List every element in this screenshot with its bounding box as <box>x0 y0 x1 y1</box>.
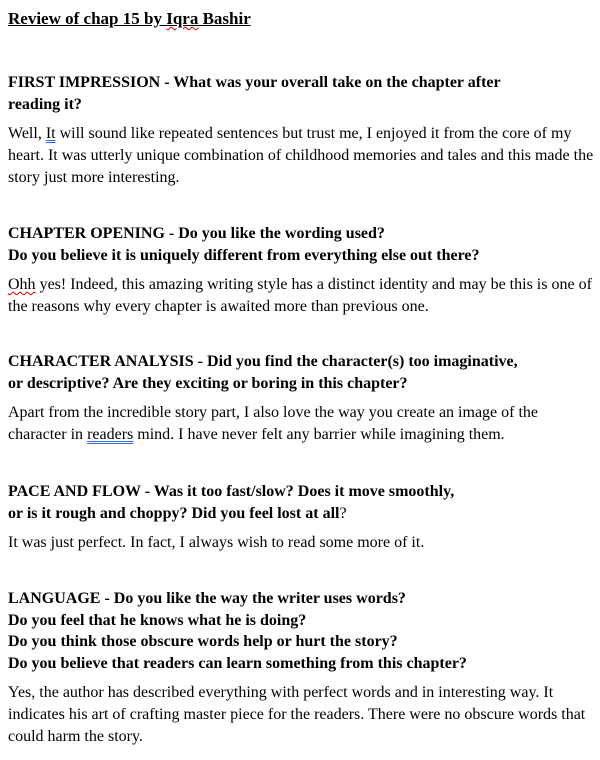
question-line: Do you think those obscure words help or hurt the story? <box>8 633 398 650</box>
question-line: Do you feel that he knows what he is doing? <box>8 611 307 629</box>
answer-rest: mind. I have never felt any barrier while imagining them. <box>133 426 505 443</box>
question-language <box>8 588 596 674</box>
question-end-mark: ? <box>339 504 347 522</box>
answer-chapter-opening <box>8 274 596 318</box>
answer-first-impression <box>8 123 596 189</box>
section-first-impression <box>8 72 596 189</box>
question-line: FIRST IMPRESSION - What was your overall take on the chapter after <box>8 74 501 91</box>
question-line: or descriptive? Are they exciting or boring in this chapter? <box>8 374 408 392</box>
answer-pace-and-flow: It was just perfect. In fact, I always wish to read some more of it. <box>8 534 425 551</box>
answer-rest: yes! Indeed, this amazing writing style has a distinct identity and may be this is one of the reasons why every chapter is awaited more than previous one. <box>8 276 592 315</box>
answer-prefix: Well, <box>8 125 46 142</box>
title-author-first: Iqra <box>166 9 199 28</box>
answer-flagged-word: Ohh <box>8 276 36 293</box>
question-line: PACE AND FLOW - Was it too fast/slow? Does it move smoothly, <box>8 483 455 500</box>
section-character-analysis <box>8 351 596 446</box>
question-character-analysis <box>8 351 596 394</box>
question-line: CHAPTER OPENING - Do you like the wording used? <box>8 225 385 242</box>
question-pace-and-flow <box>8 481 596 524</box>
question-line: LANGUAGE - Do you like the way the writer uses words? <box>8 590 406 607</box>
answer-language: Yes, the author has described everything with perfect words and in interesting way. It indicates his art of crafting master piece for the readers. There were no obscure words that could harm the story. <box>8 684 586 745</box>
question-line: Do you believe it is uniquely different from everything else out there? <box>8 246 480 264</box>
title-prefix: Review of chap 15 by <box>8 9 167 28</box>
question-line: CHARACTER ANALYSIS - Did you find the character(s) too imaginative, <box>8 353 518 370</box>
answer-character-analysis <box>8 402 596 446</box>
section-language <box>8 588 596 748</box>
answer-rest: will sound like repeated sentences but trust me, I enjoyed it from the core of my heart. It was utterly unique combination of childhood memories and tales and this made the story just more interesting. <box>8 125 594 186</box>
section-chapter-opening <box>8 223 596 318</box>
answer-prefix: Apart from the incredible story part, I also love the way you create an image of the character in <box>8 404 539 443</box>
answer-flagged-word: It <box>45 125 56 142</box>
question-line: Do you believe that readers can learn something from this chapter? <box>8 654 467 672</box>
document-title <box>8 8 592 30</box>
question-line: or is it rough and choppy? Did you feel lost at all <box>8 504 340 522</box>
section-pace-and-flow <box>8 481 596 554</box>
title-author-last: Bashir <box>198 9 251 28</box>
question-chapter-opening <box>8 223 596 266</box>
question-line: reading it? <box>8 95 82 113</box>
question-first-impression <box>8 72 596 115</box>
answer-flagged-word: readers <box>87 426 134 443</box>
